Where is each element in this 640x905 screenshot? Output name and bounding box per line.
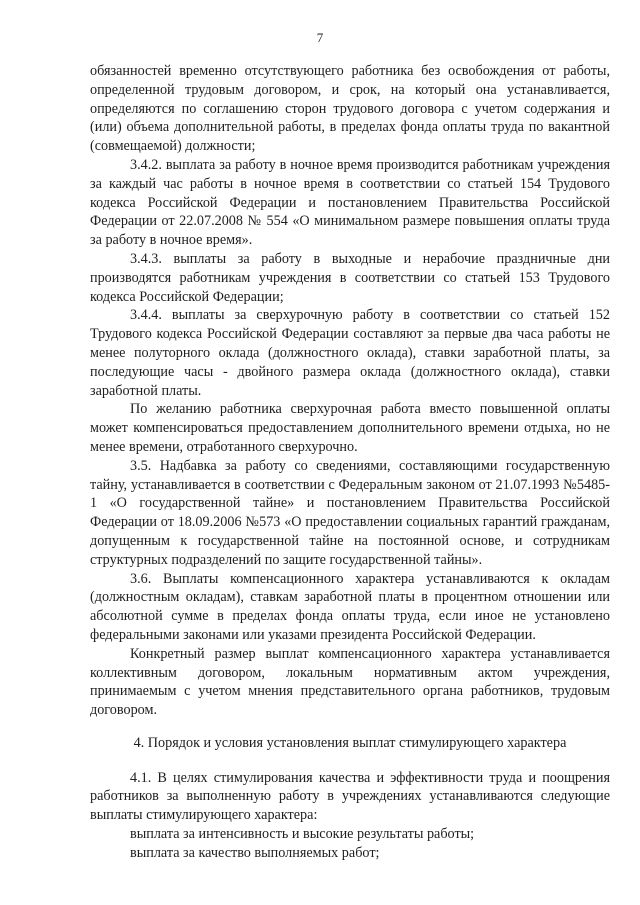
paragraph-specific-amount: Конкретный размер выплат компенсационного характера устанавливается коллективным договором, локальным нормативным актом учреждения, принимаемым с учетом мнения представительного органа работников, трудовым договором. bbox=[90, 645, 610, 719]
paragraph-overtime-rest: По желанию работника сверхурочная работа вместо повышенной оплаты может компенсироваться предоставлением дополнительного времени отдыха, но не менее времени, отработанного сверхурочно. bbox=[90, 401, 610, 455]
list-item: выплата за интенсивность и высокие результаты работы; bbox=[130, 826, 475, 843]
paragraph-3-5: 3.5. Надбавка за работу со сведениями, составляющими государственную тайну, устанавливается в соответствии с Федеральным законом от 21.07.1993 №5485-1 «О государственной тайне» и постановлением Правительства Российской Федерации от 18.09.2006 №573 «О предоставлении социальных гарантий гражданам, допущенным к государственной тайне на постоянной основе, и сотрудникам структурных подразделений по защите государственной тайны». bbox=[90, 457, 610, 568]
paragraph-continuation: обязанностей временно отсутствующего работника без освобождения от работы, определенной трудовым договором, и срок, на который она устанавливается, определяются по соглашению сторон трудового договора с учетом содержания и (или) объема дополнительной работы, в пределах фонда оплаты труда по вакантной (совмещаемой) должности; bbox=[90, 63, 610, 155]
page-number: 7 bbox=[316, 30, 324, 45]
paragraph-3-6: 3.6. Выплаты компенсационного характера устанавливаются к окладам (должностным окладам), ставкам заработной платы в процентном отношении или абсолютной сумме в пределах фонда оплаты труда, если иное не установлено федеральными законами или указами президента Российской Федерации. bbox=[90, 570, 610, 643]
paragraph-3-4-4: 3.4.4. выплаты за сверхурочную работу в соответствии со статьей 152 Трудового кодекса Российской Федерации составляют за первые два часа работы не менее полуторного оклада (должностного оклада), ставки заработной платы, за последующие часы - двойного размера оклада (должностного оклада), ставки заработной платы. bbox=[90, 307, 610, 399]
document-body bbox=[90, 62, 610, 863]
paragraph-4-1: 4.1. В целях стимулирования качества и эффективности труда и поощрения работников за выполненную работу в учреждениях устанавливаются следующие выплаты стимулирующего характера: bbox=[90, 769, 610, 824]
paragraph-3-4-2: 3.4.2. выплата за работу в ночное время производится работникам учреждения за каждый час работы в ночное время в соответствии со статьей 154 Трудового кодекса Российской Федерации и постановлением Правительства Российской Федерации от 22.07.2008 № 554 «О минимальном размере повышения оплаты труда за работу в ночное время». bbox=[90, 156, 610, 249]
section-4-heading: 4. Порядок и условия установления выплат стимулирующего характера bbox=[133, 734, 567, 751]
list-item: выплата за качество выполняемых работ; bbox=[130, 844, 380, 861]
paragraph-3-4-3: 3.4.3. выплаты за работу в выходные и нерабочие праздничные дни производятся работникам учреждения в соответствии со статьей 153 Трудового кодекса Российской Федерации; bbox=[90, 250, 610, 305]
